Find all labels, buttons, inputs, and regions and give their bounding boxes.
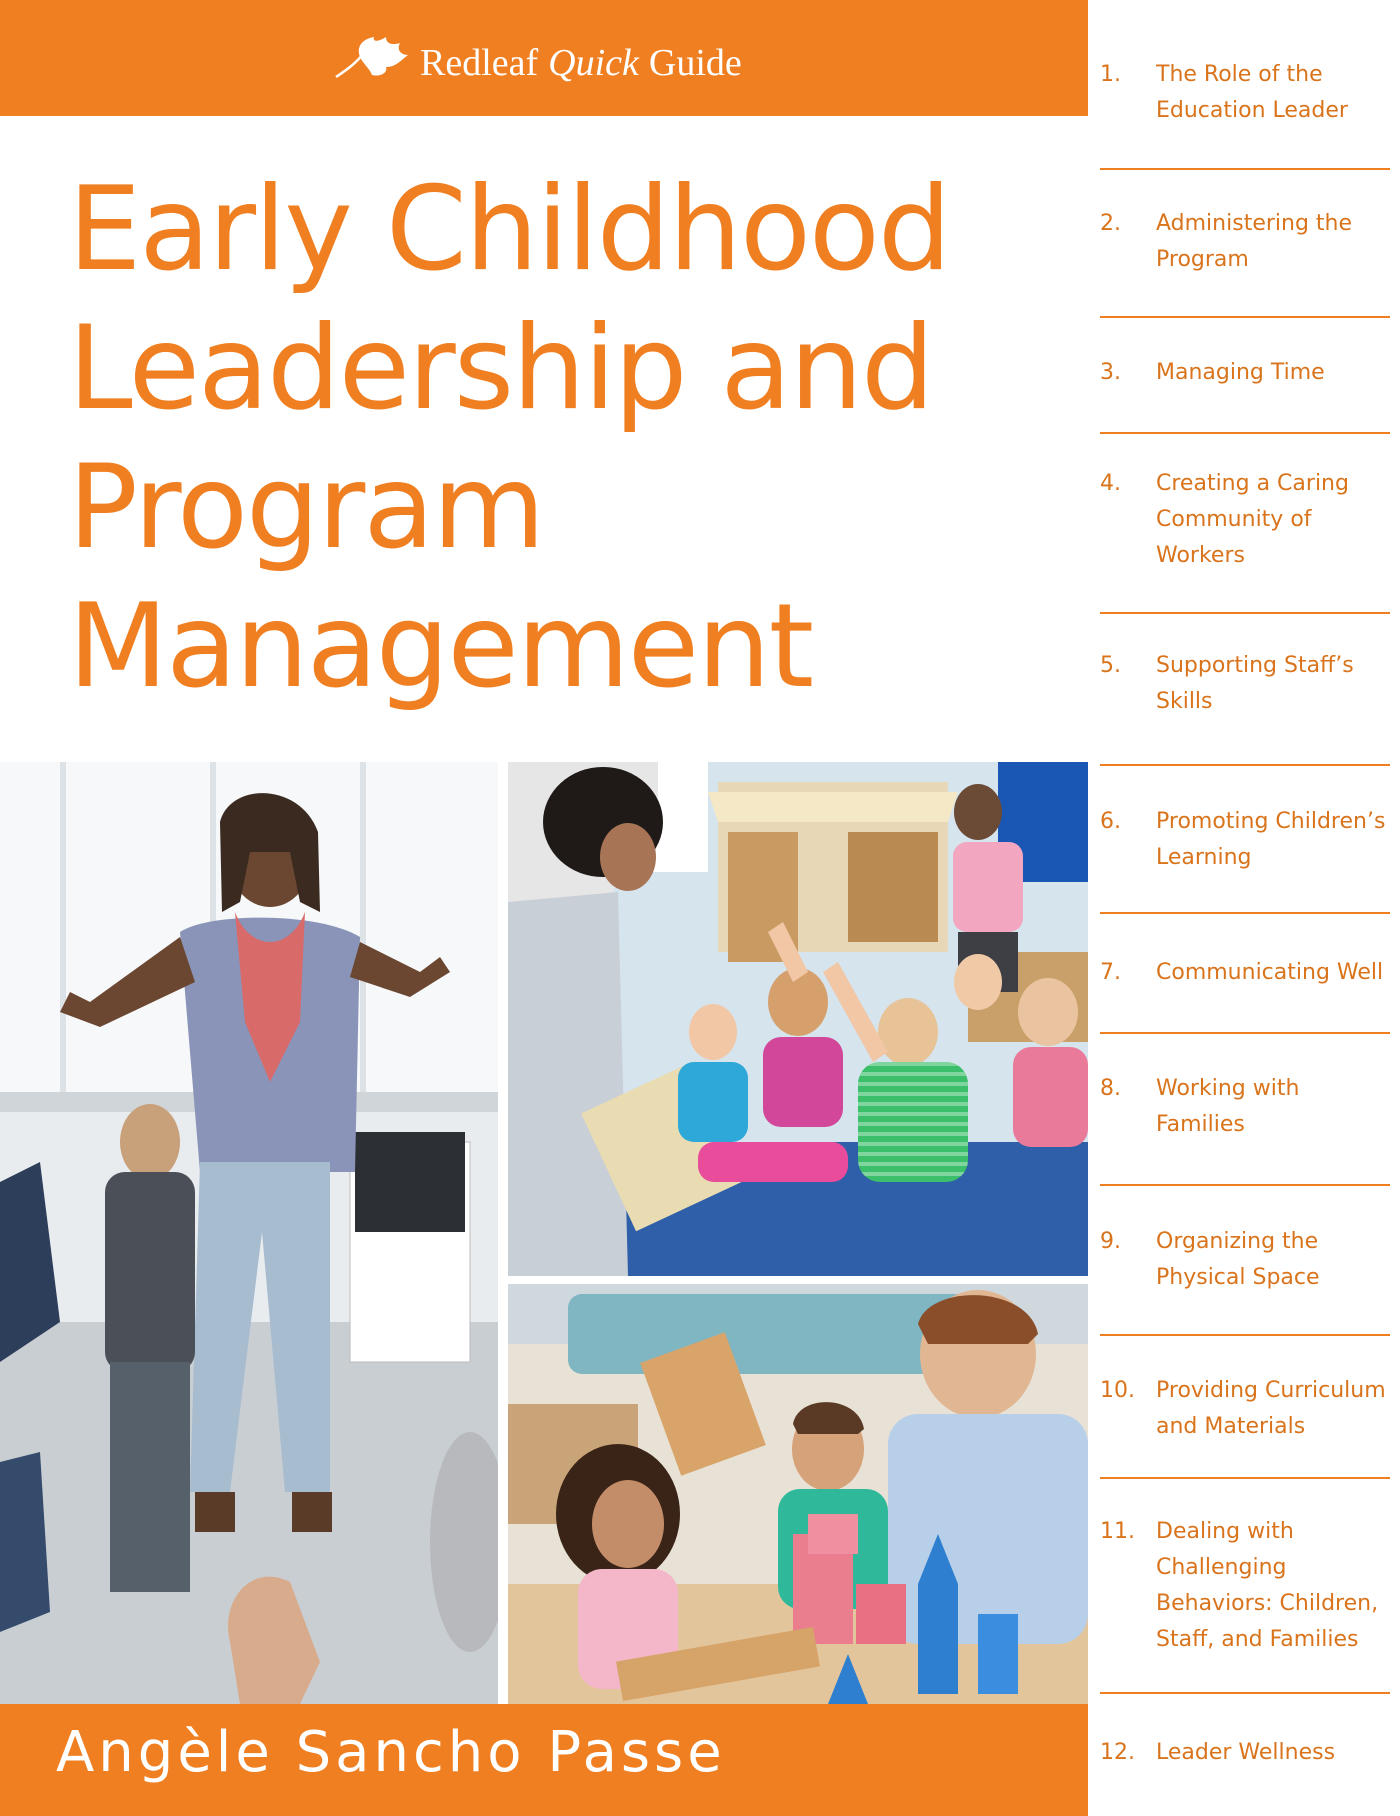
toc-number: 10. <box>1100 1378 1135 1403</box>
toc-label: Managing Time <box>1156 360 1325 385</box>
toc-label: The Role of the Education Leader <box>1156 62 1348 123</box>
toc-divider <box>1100 1032 1390 1034</box>
toc-label: Providing Curriculum and Materials <box>1156 1378 1386 1439</box>
book-title <box>68 160 1068 716</box>
toc-divider <box>1100 764 1390 766</box>
toc-number: 6. <box>1100 809 1121 834</box>
toc-number: 5. <box>1100 653 1121 678</box>
toc-number: 8. <box>1100 1076 1121 1101</box>
toc-label: Supporting Staff’s Skills <box>1156 653 1354 714</box>
toc-label: Working with Families <box>1156 1076 1300 1137</box>
toc-divider <box>1100 432 1390 434</box>
toc-label: Administering the Program <box>1156 211 1353 272</box>
toc-number: 4. <box>1100 471 1121 496</box>
series-guide: Guide <box>648 42 742 84</box>
toc-divider <box>1100 1184 1390 1186</box>
photo-classroom-story-time <box>508 762 1088 1276</box>
leaf-icon <box>330 33 420 93</box>
toc-number: 2. <box>1100 211 1121 236</box>
toc-number: 7. <box>1100 960 1121 985</box>
title-line: Early Childhood <box>68 162 950 297</box>
toc-label: Communicating Well <box>1156 960 1384 985</box>
toc-label: Organizing the Physical Space <box>1156 1229 1320 1290</box>
toc-number: 3. <box>1100 360 1121 385</box>
title-line: Program <box>68 440 544 575</box>
title-line: Leadership and <box>68 301 933 436</box>
photo-leader-presenting <box>0 762 498 1704</box>
author-name: Angèle Sancho Passe <box>56 1720 726 1785</box>
toc-divider <box>1100 912 1390 914</box>
series-brand: Redleaf <box>420 42 539 84</box>
toc-number: 11. <box>1100 1519 1135 1544</box>
series-logo <box>330 38 742 88</box>
toc-divider <box>1100 612 1390 614</box>
toc-number: 12. <box>1100 1740 1135 1765</box>
toc-divider <box>1100 316 1390 318</box>
toc-label: Dealing with Challenging Behaviors: Children, Staff, and Families <box>1156 1519 1379 1652</box>
title-line: Management <box>68 579 813 714</box>
toc-label: Leader Wellness <box>1156 1740 1336 1765</box>
toc-number: 9. <box>1100 1229 1121 1254</box>
toc-divider <box>1100 168 1390 170</box>
toc-label: Promoting Children’s Learning <box>1156 809 1386 870</box>
toc-divider <box>1100 1477 1390 1479</box>
toc-divider <box>1100 1692 1390 1694</box>
toc-label: Creating a Caring Community of Workers <box>1156 471 1349 568</box>
photo-teacher-with-blocks <box>508 1284 1088 1704</box>
toc-divider <box>1100 1334 1390 1336</box>
series-quick: Quick <box>548 42 639 84</box>
toc-number: 1. <box>1100 62 1121 87</box>
chapter-list <box>1088 0 1400 1816</box>
